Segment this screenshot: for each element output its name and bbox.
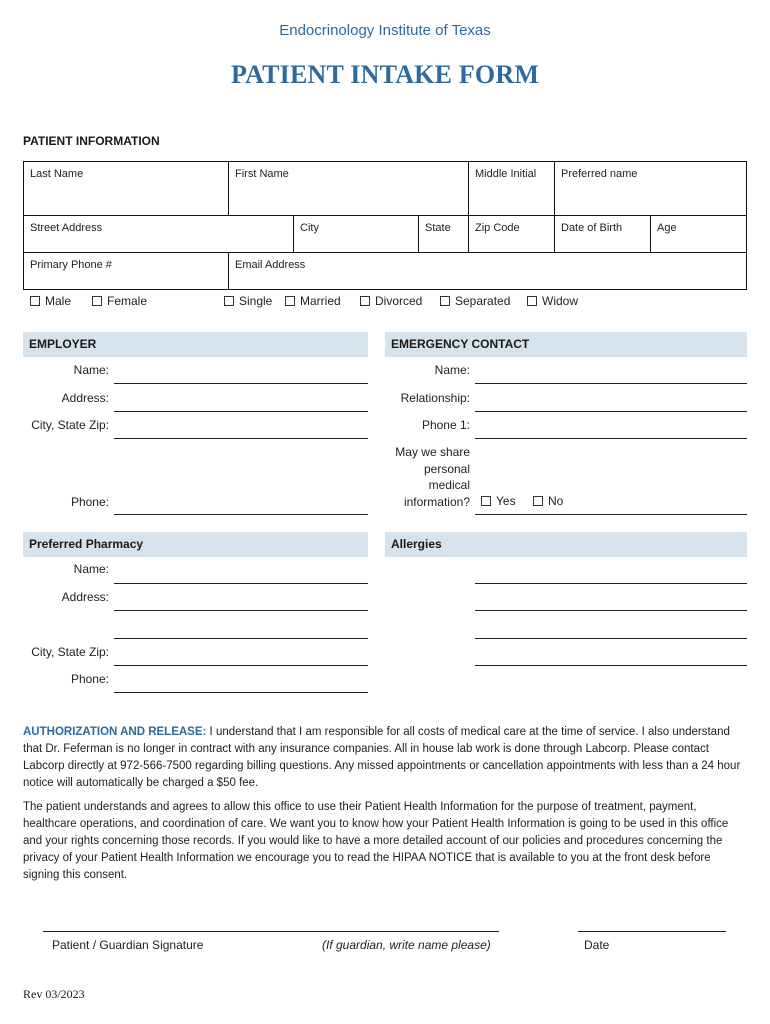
allergies-line[interactable] bbox=[475, 665, 747, 666]
middle-initial-field[interactable] bbox=[468, 161, 555, 216]
primary-phone-label: Primary Phone # bbox=[30, 259, 112, 271]
pharmacy-address-line[interactable] bbox=[114, 610, 368, 611]
pharmacy-phone-label: Phone: bbox=[70, 672, 109, 686]
preferred-name-label: Preferred name bbox=[561, 168, 638, 180]
pharmacy-phone-line[interactable] bbox=[114, 692, 368, 693]
employer-name-label: Name: bbox=[73, 363, 109, 377]
patient-signature-label: Patient / Guardian Signature bbox=[52, 938, 204, 952]
preferred-name-field[interactable] bbox=[554, 161, 747, 216]
patient-info-heading: PATIENT INFORMATION bbox=[23, 134, 160, 148]
allergies-line[interactable] bbox=[475, 583, 747, 584]
allergies-heading: Allergies bbox=[385, 532, 747, 557]
consent-paragraph: The patient understands and agrees to allow this office to use their Patient Health Information for the purpose of treatment, payment, healthcare operations, and coordination of care. We want you to know how your Patient Health Information is going to be used in this office and your rights concerning those records. If you would like to have a more detailed account of our policies and procedures concerning the privacy of your Patient Health Information we encourage you to read the HIPAA NOTICE that is available to you at the front desk before signing this consent. bbox=[23, 801, 729, 881]
email-address-label: Email Address bbox=[235, 259, 306, 271]
checkbox-icon bbox=[533, 496, 543, 506]
organization-name: Endocrinology Institute of Texas bbox=[279, 22, 491, 39]
share-no-label: No bbox=[548, 494, 564, 508]
emergency-relationship-line[interactable] bbox=[475, 411, 747, 412]
share-yes-checkbox[interactable] bbox=[481, 494, 516, 508]
primary-phone-field[interactable] bbox=[23, 252, 229, 290]
male-label: Male bbox=[45, 294, 72, 308]
checkbox-icon bbox=[440, 296, 450, 306]
married-label: Married bbox=[300, 294, 341, 308]
emergency-name-label: Name: bbox=[434, 363, 470, 377]
date-label: Date bbox=[584, 938, 610, 952]
state-label: State bbox=[425, 222, 451, 234]
pharmacy-address-label: Address: bbox=[61, 590, 109, 604]
authorization-paragraph bbox=[23, 724, 747, 792]
emergency-name-line[interactable] bbox=[475, 383, 747, 384]
employer-name-line[interactable] bbox=[114, 383, 368, 384]
first-name-label: First Name bbox=[235, 168, 289, 180]
checkbox-icon bbox=[285, 296, 295, 306]
city-label: City bbox=[300, 222, 319, 234]
male-checkbox[interactable] bbox=[30, 294, 71, 308]
share-yes-label: Yes bbox=[496, 494, 516, 508]
emergency-relationship-label: Relationship: bbox=[400, 391, 470, 405]
separated-checkbox[interactable] bbox=[440, 294, 510, 308]
age-label: Age bbox=[657, 222, 677, 234]
signature-line[interactable] bbox=[43, 931, 499, 932]
pharmacy-city-state-zip-label: City, State Zip: bbox=[31, 645, 109, 659]
street-address-field[interactable] bbox=[23, 215, 294, 253]
guardian-note: (If guardian, write name please) bbox=[322, 938, 491, 952]
emergency-phone1-label: Phone 1: bbox=[421, 418, 470, 432]
female-checkbox[interactable] bbox=[92, 294, 147, 308]
checkbox-icon bbox=[92, 296, 102, 306]
checkbox-icon bbox=[30, 296, 40, 306]
revision-label: Rev 03/2023 bbox=[23, 987, 85, 1001]
share-info-line: personal bbox=[423, 461, 470, 476]
allergies-line[interactable] bbox=[475, 610, 747, 611]
married-checkbox[interactable] bbox=[285, 294, 341, 308]
authorization-heading: AUTHORIZATION AND RELEASE: bbox=[23, 726, 207, 738]
zip-code-label: Zip Code bbox=[475, 222, 520, 234]
employer-address-line[interactable] bbox=[114, 411, 368, 412]
pharmacy-address-line-2[interactable] bbox=[114, 638, 368, 639]
city-field[interactable] bbox=[293, 215, 419, 253]
employer-phone-label: Phone: bbox=[70, 495, 109, 509]
checkbox-icon bbox=[360, 296, 370, 306]
pharmacy-heading: Preferred Pharmacy bbox=[23, 532, 368, 557]
separated-label: Separated bbox=[455, 294, 511, 308]
divorced-label: Divorced bbox=[375, 294, 423, 308]
emergency-contact-heading: EMERGENCY CONTACT bbox=[385, 332, 747, 357]
checkbox-icon bbox=[481, 496, 491, 506]
middle-initial-label: Middle Initial bbox=[475, 168, 537, 180]
age-field[interactable] bbox=[650, 215, 747, 253]
share-info-line-underline bbox=[475, 514, 747, 515]
authorization-text: I understand that I am responsible for all costs of medical care at the time of service. I also understand that Dr. Feferman is no longer in contract with any insurance companies. All in house lab work is done through Labcorp. Please contact Labcorp directly at 972-566-7500 regarding billing questions. Any missed appointments or cancellation appointments with less than a 24 hour notice will automatically be charged a $50 fee. bbox=[23, 726, 741, 789]
employer-phone-line[interactable] bbox=[114, 514, 368, 515]
last-name-label: Last Name bbox=[30, 168, 84, 180]
checkbox-icon bbox=[527, 296, 537, 306]
first-name-field[interactable] bbox=[228, 161, 469, 216]
share-info-line: medical bbox=[428, 478, 470, 492]
share-no-checkbox[interactable] bbox=[533, 494, 563, 508]
employer-city-state-zip-line[interactable] bbox=[114, 438, 368, 439]
divorced-checkbox[interactable] bbox=[360, 294, 422, 308]
checkbox-icon bbox=[224, 296, 234, 306]
street-address-label: Street Address bbox=[30, 222, 103, 234]
last-name-field[interactable] bbox=[23, 161, 229, 216]
share-info-question bbox=[385, 444, 470, 510]
date-line[interactable] bbox=[578, 931, 726, 932]
state-field[interactable] bbox=[418, 215, 469, 253]
email-address-field[interactable] bbox=[228, 252, 747, 290]
pharmacy-city-state-zip-line[interactable] bbox=[114, 665, 368, 666]
share-info-line: May we share bbox=[395, 445, 470, 459]
employer-city-state-zip-label: City, State Zip: bbox=[31, 418, 109, 432]
pharmacy-name-label: Name: bbox=[73, 562, 109, 576]
employer-address-label: Address: bbox=[61, 391, 109, 405]
form-title: PATIENT INTAKE FORM bbox=[230, 60, 540, 89]
emergency-phone1-line[interactable] bbox=[475, 438, 747, 439]
single-checkbox[interactable] bbox=[224, 294, 272, 308]
widow-checkbox[interactable] bbox=[527, 294, 578, 308]
pharmacy-name-line[interactable] bbox=[114, 583, 368, 584]
date-of-birth-label: Date of Birth bbox=[561, 222, 623, 234]
date-of-birth-field[interactable] bbox=[554, 215, 651, 253]
female-label: Female bbox=[107, 294, 148, 308]
allergies-line[interactable] bbox=[475, 638, 747, 639]
single-label: Single bbox=[239, 294, 273, 308]
employer-heading: EMPLOYER bbox=[23, 332, 368, 357]
share-info-line: information? bbox=[403, 494, 470, 509]
widow-label: Widow bbox=[542, 294, 579, 308]
zip-code-field[interactable] bbox=[468, 215, 555, 253]
